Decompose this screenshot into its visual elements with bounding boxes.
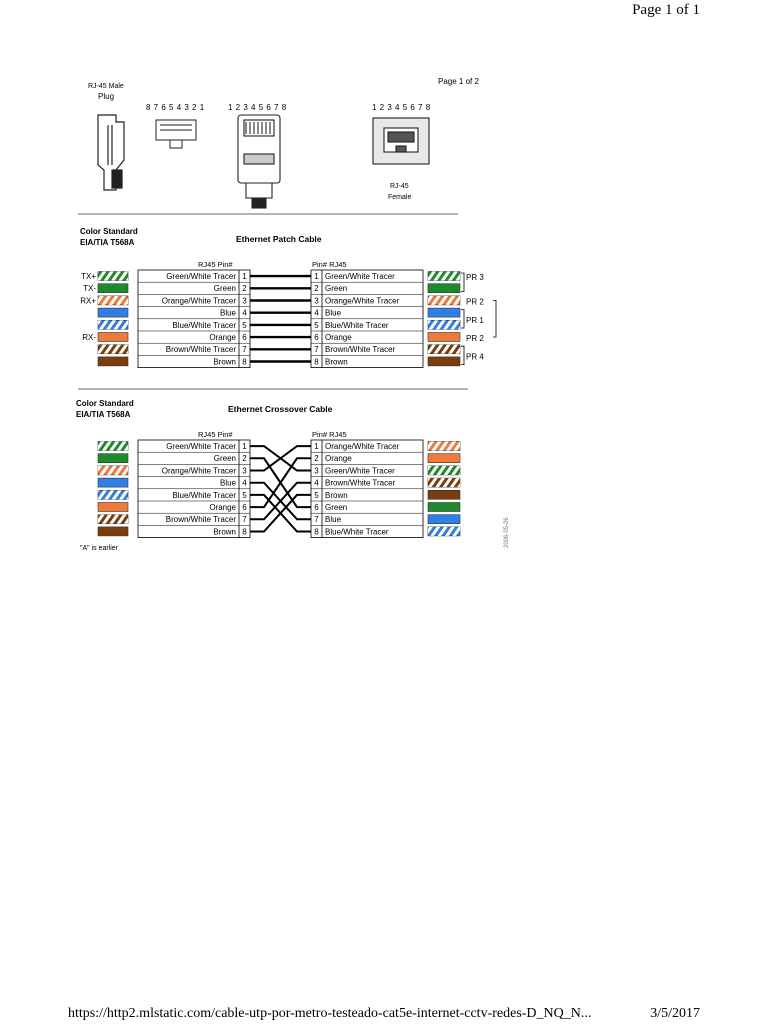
patch-left-swatch (98, 284, 128, 293)
figure-page-label: Page 1 of 2 (438, 77, 479, 86)
pin-order-reversed: 8 7 6 5 4 3 2 1 (146, 103, 205, 112)
plug-end-view (156, 120, 196, 148)
patch-left-wire-label: Green (213, 284, 236, 294)
pair-label: PR 1 (466, 315, 484, 325)
cross-left-pin: 8 (242, 527, 247, 537)
patch-left-swatch-tracer (98, 345, 128, 354)
patch-signal-label: RX- (82, 333, 96, 342)
patch-right-pin: 1 (314, 272, 319, 281)
cross-left-pin: 6 (242, 503, 247, 512)
patch-right-wire-label: Brown (325, 357, 348, 367)
cross-right-pin: 6 (314, 503, 319, 512)
cross-left-swatch (98, 454, 128, 463)
patch-right-pin: 6 (314, 333, 319, 342)
cross-right-swatch-tracer (428, 527, 460, 536)
plug-side-view (98, 115, 124, 190)
plug-label-line1: RJ-45 Male (88, 83, 124, 90)
patch-standard-line2: EIA/TIA T568A (80, 238, 135, 247)
footer-url: https://http2.mlstatic.com/cable-utp-por-metro-testeado-cat5e-internet-cctv-redes-D_NQ_N... (68, 1006, 592, 1021)
cross-right-pin: 4 (314, 478, 319, 488)
cross-right-swatch-tracer (428, 442, 460, 451)
patch-left-pin: 6 (242, 333, 247, 342)
cross-right-pin: 1 (314, 442, 319, 451)
patch-right-swatch-tracer (428, 345, 460, 354)
pin-order-forward-2: 1 2 3 4 5 6 7 8 (372, 103, 431, 112)
patch-left-wire-label: Green/White Tracer (166, 272, 236, 281)
cross-left-pin: 4 (242, 478, 247, 488)
patch-left-pin: 4 (242, 308, 247, 318)
pair-bracket (461, 346, 464, 364)
patch-right-pin: 5 (314, 320, 319, 330)
patch-left-wire-label: Orange (209, 333, 236, 342)
female-label-line1: RJ-45 (390, 183, 409, 190)
patch-left-swatch-tracer (98, 296, 128, 305)
patch-right-swatch-tracer (428, 272, 460, 281)
patch-rows (80, 270, 496, 368)
patch-cable-section (80, 227, 496, 368)
cross-right-swatch-tracer (428, 478, 460, 487)
cross-left-wire-label: Blue/White Tracer (172, 490, 236, 500)
patch-left-wire-label: Brown/White Tracer (165, 345, 236, 355)
cross-right-swatch (428, 503, 460, 512)
cross-right-pin: 5 (314, 490, 319, 500)
patch-right-swatch (428, 284, 460, 293)
cross-left-wire-label: Orange/White Tracer (161, 466, 236, 476)
patch-left-swatch-tracer (98, 272, 128, 281)
pair-bracket (461, 310, 464, 328)
jack-female-view (373, 118, 429, 164)
patch-left-wire-label: Brown (213, 357, 236, 367)
patch-left-pin: 7 (242, 345, 247, 355)
cross-left-pin: 7 (242, 515, 247, 525)
crossover-cable-section (76, 399, 460, 552)
patch-right-swatch (428, 308, 460, 317)
patch-right-wire-label: Brown/White Tracer (325, 345, 396, 355)
cross-right-pin: 7 (314, 515, 319, 525)
patch-right-wire-label: Orange (325, 333, 352, 342)
cross-right-wire-label: Green (325, 503, 348, 512)
cross-right-pin: 2 (314, 454, 319, 464)
cross-left-swatch (98, 503, 128, 512)
cross-left-pin: 3 (242, 466, 247, 476)
patch-right-wire-label: Orange/White Tracer (325, 296, 400, 306)
patch-right-pin: 3 (314, 296, 319, 306)
cross-left-wire-label: Green (213, 454, 236, 464)
cross-left-swatch-tracer (98, 442, 128, 451)
cross-left-wire-label: Blue (219, 478, 236, 488)
page-header: Page 1 of 1 (632, 2, 700, 18)
crossover-rows (98, 440, 460, 538)
cross-right-wire-label: Green/White Tracer (325, 466, 395, 476)
cross-left-wire-label: Green/White Tracer (166, 442, 236, 451)
patch-left-pin: 1 (242, 272, 247, 281)
cross-right-wire-label: Brown (325, 490, 348, 500)
patch-right-pin: 7 (314, 345, 319, 355)
patch-right-swatch-tracer (428, 296, 460, 305)
cross-left-swatch (98, 527, 128, 536)
pair-label: PR 3 (466, 273, 484, 283)
cross-right-wire-label: Blue (325, 515, 342, 525)
cross-right-header: Pin# RJ45 (312, 430, 347, 439)
patch-standard-line1: Color Standard (80, 227, 138, 236)
pair-label: PR 4 (466, 352, 484, 362)
cross-left-pin: 2 (242, 454, 247, 464)
cross-standard-line1: Color Standard (76, 399, 134, 408)
female-label-line2: Female (388, 194, 412, 201)
patch-signal-label: RX+ (80, 296, 96, 306)
patch-left-swatch (98, 333, 128, 342)
patch-left-header: RJ45 Pin# (198, 260, 233, 269)
cross-standard-line2: EIA/TIA T568A (76, 410, 131, 419)
patch-right-pin: 2 (314, 284, 319, 294)
patch-right-pin: 8 (314, 357, 319, 367)
patch-signal-label: TX+ (81, 272, 96, 281)
cross-right-pin: 3 (314, 466, 319, 476)
cross-right-swatch (428, 454, 460, 463)
patch-left-pin: 5 (242, 320, 247, 330)
cross-left-swatch-tracer (98, 515, 128, 524)
cross-title: Ethernet Crossover Cable (228, 404, 333, 414)
cross-right-wire-label: Brown/White Tracer (325, 478, 396, 488)
cross-left-wire-label: Brown (213, 527, 236, 537)
patch-right-swatch (428, 357, 460, 366)
cross-right-swatch-tracer (428, 466, 460, 475)
patch-right-wire-label: Green (325, 284, 348, 294)
patch-right-wire-label: Blue (325, 308, 342, 318)
plug-label-line2: Plug (98, 92, 115, 101)
patch-left-pin: 3 (242, 296, 247, 306)
patch-signal-label: TX- (83, 284, 96, 294)
patch-left-pin: 2 (242, 284, 247, 294)
patch-left-wire-label: Blue (219, 308, 236, 318)
patch-left-pin: 8 (242, 357, 247, 367)
patch-right-wire-label: Green/White Tracer (325, 272, 395, 281)
cross-right-pin: 8 (314, 527, 319, 537)
cross-right-wire-label: Orange (325, 454, 352, 464)
patch-right-swatch (428, 333, 460, 342)
pair-label: PR 2 (466, 297, 484, 307)
patch-left-wire-label: Orange/White Tracer (161, 296, 236, 306)
note-a-earlier: "A" is earlier (80, 545, 119, 552)
cross-right-swatch (428, 490, 460, 499)
cross-left-swatch (98, 478, 128, 487)
cross-right-swatch (428, 515, 460, 524)
patch-right-pin: 4 (314, 308, 319, 318)
figure-watermark: 2006-05-26 (504, 517, 510, 548)
cross-right-wire-label: Orange/White Tracer (325, 442, 400, 451)
cross-left-header: RJ45 Pin# (198, 430, 233, 439)
wiring-diagram (68, 70, 518, 555)
pair-label: PR 2 (466, 334, 484, 344)
patch-right-swatch-tracer (428, 320, 460, 329)
patch-left-swatch (98, 357, 128, 366)
cross-left-wire-label: Orange (209, 503, 236, 512)
patch-title: Ethernet Patch Cable (236, 234, 322, 244)
patch-right-wire-label: Blue/White Tracer (325, 320, 389, 330)
patch-left-swatch (98, 308, 128, 317)
cross-left-pin: 1 (242, 442, 247, 451)
pair-bracket-pr2 (493, 300, 496, 337)
pin-order-forward-1: 1 2 3 4 5 6 7 8 (228, 103, 287, 112)
footer-date: 3/5/2017 (650, 1006, 700, 1021)
patch-left-swatch-tracer (98, 320, 128, 329)
cross-left-swatch-tracer (98, 466, 128, 475)
connector-illustrations (88, 77, 479, 208)
cross-right-wire-label: Blue/White Tracer (325, 527, 389, 537)
cross-left-swatch-tracer (98, 490, 128, 499)
ethernet-wiring-figure (68, 70, 518, 555)
patch-left-wire-label: Blue/White Tracer (172, 320, 236, 330)
cross-left-pin: 5 (242, 490, 247, 500)
pair-bracket (461, 273, 464, 291)
plug-front-view (238, 115, 280, 208)
cross-left-wire-label: Brown/White Tracer (165, 515, 236, 525)
patch-right-header: Pin# RJ45 (312, 260, 347, 269)
